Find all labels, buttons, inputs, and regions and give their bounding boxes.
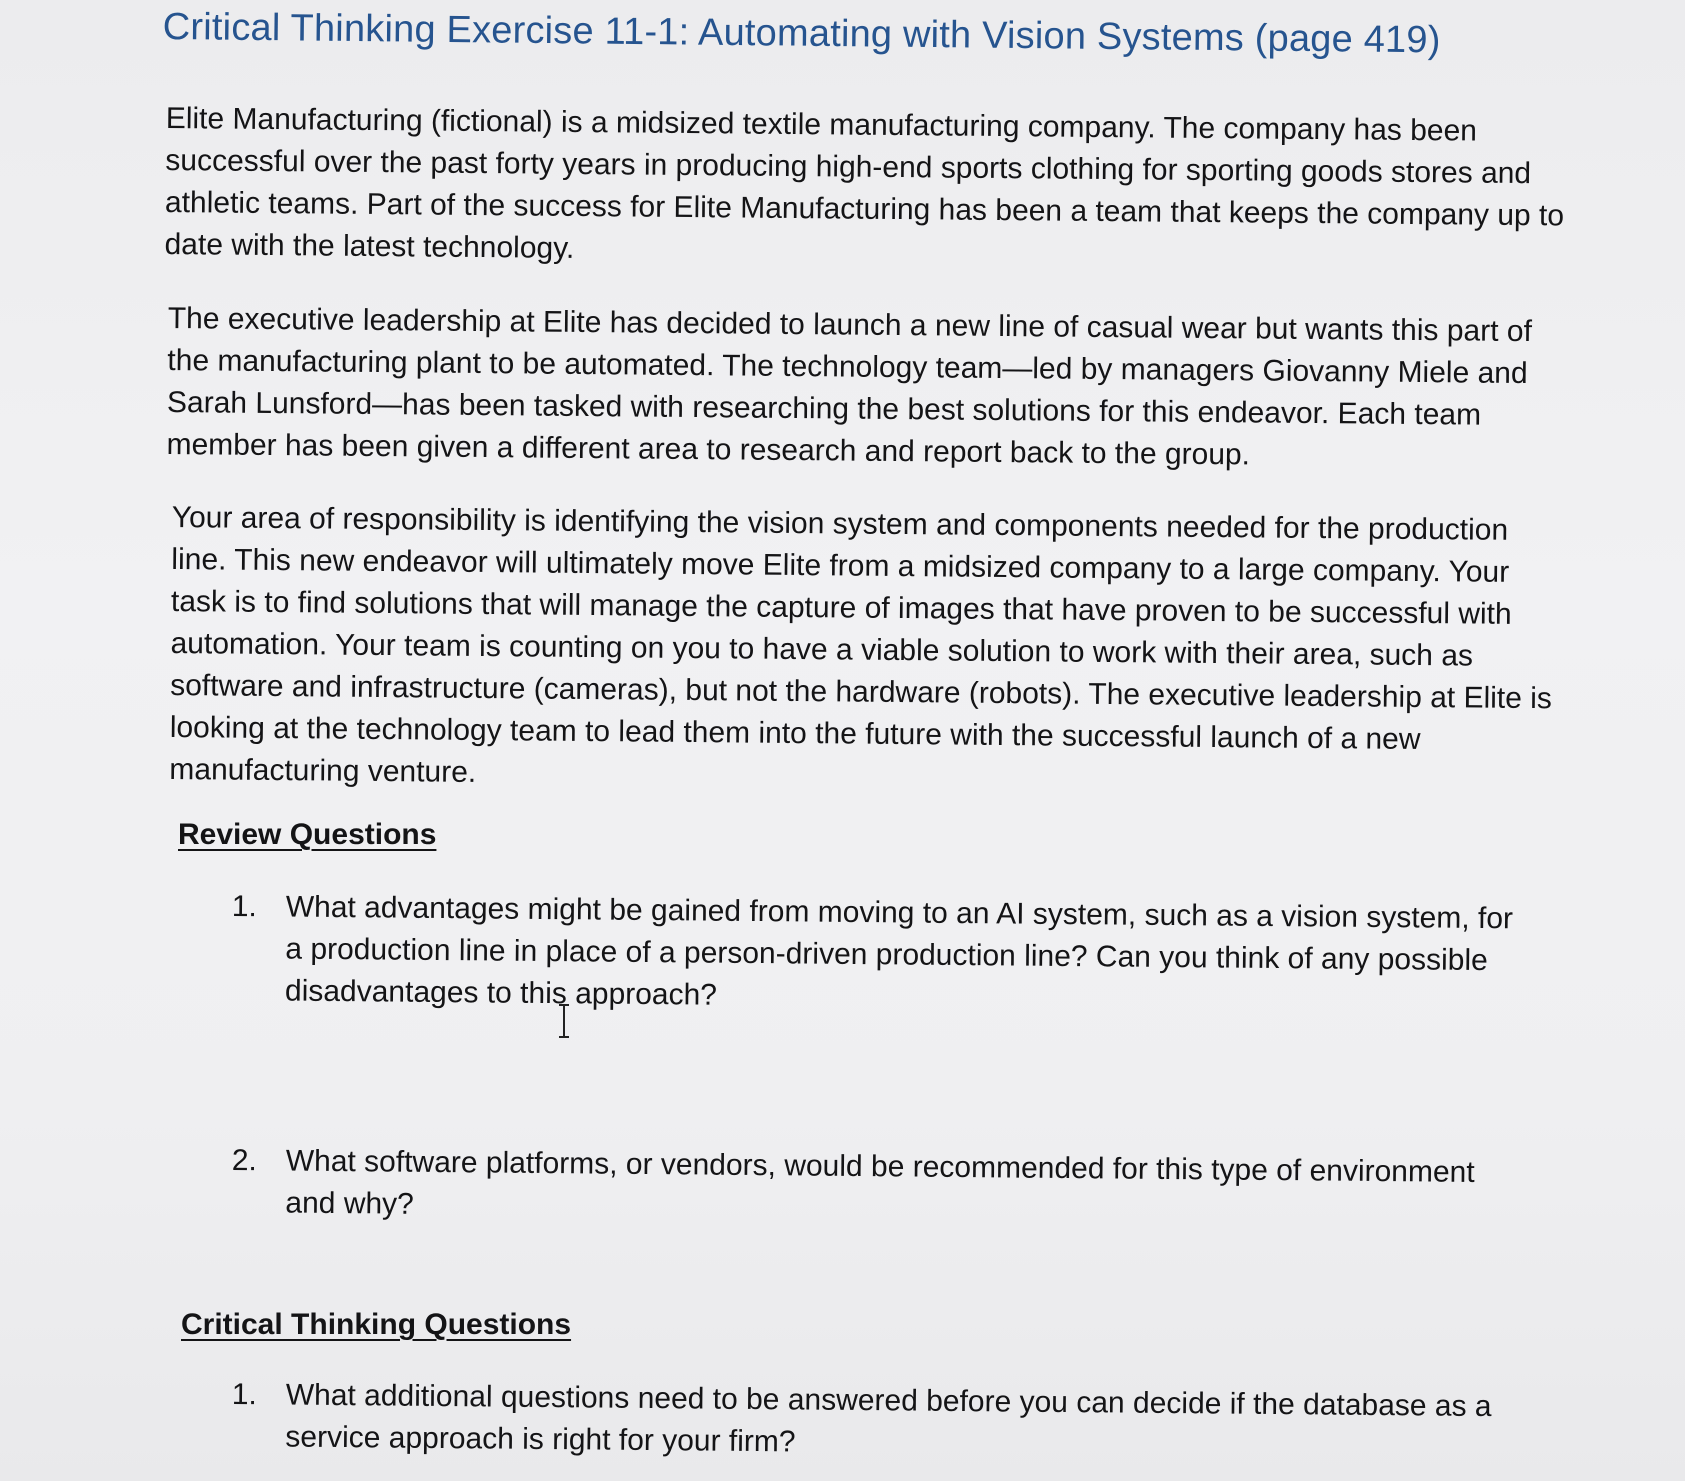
question-text: What additional questions need to be answered before you can decide if the database as a service approach is right for your firm?: [285, 1378, 1492, 1459]
intro-paragraph-2: The executive leadership at Elite has decided to launch a new line of casual wear but wants this part of the manufacturing plant to be automated. The technology team—led by managers Giovanny Miele and Sarah Lunsford—has been tasked with researching the best solutions for this endeavor. Each team member has been given a different area to research and report back to the group.: [166, 301, 1533, 472]
intro-paragraph-1: Elite Manufacturing (fictional) is a midsized textile manufacturing company. The company has been successful over the past forty years in producing high-end sports clothing for sporting goods stores and athletic teams. Part of the success for Elite Manufacturing has been a team that keeps the company up to date with the latest technology.: [164, 101, 1565, 265]
critical-question-1: [231, 1374, 1492, 1470]
text-cursor-icon: [557, 1003, 571, 1039]
review-question-1: [231, 886, 1522, 1024]
question-number: 1.: [231, 1377, 257, 1412]
question-text: What advantages might be gained from moving to an AI system, such as a vision system, for a production line in place of a person-driven production line? Can you think of any possible disadvantages to this approach?: [284, 890, 1514, 1012]
page-title: Critical Thinking Exercise 11-1: Automating with Vision Systems (page 419): [162, 6, 1441, 62]
critical-thinking-heading: Critical Thinking Questions: [181, 1308, 572, 1341]
review-question-2: [231, 1140, 1532, 1236]
intro-paragraph-3: Your area of responsibility is identifying the vision system and components needed for the production line. This new endeavor will ultimately move Elite from a midsized company to a large company. Your task is to find solutions that will manage the capture of images that have proven to be successful with automation. Your team is counting on you to have a viable solution to work with their area, such as software and infrastructure (cameras), but not the hardware (robots). The executive leadership at Elite is looking at the technology team to lead them into the future with the successful launch of a new manufacturing venture.: [169, 500, 1553, 789]
question-number: 1.: [231, 889, 257, 924]
review-questions-heading: Review Questions: [178, 818, 437, 851]
question-text: What software platforms, or vendors, would be recommended for this type of environment and why?: [285, 1144, 1475, 1221]
question-number: 2.: [231, 1143, 257, 1178]
